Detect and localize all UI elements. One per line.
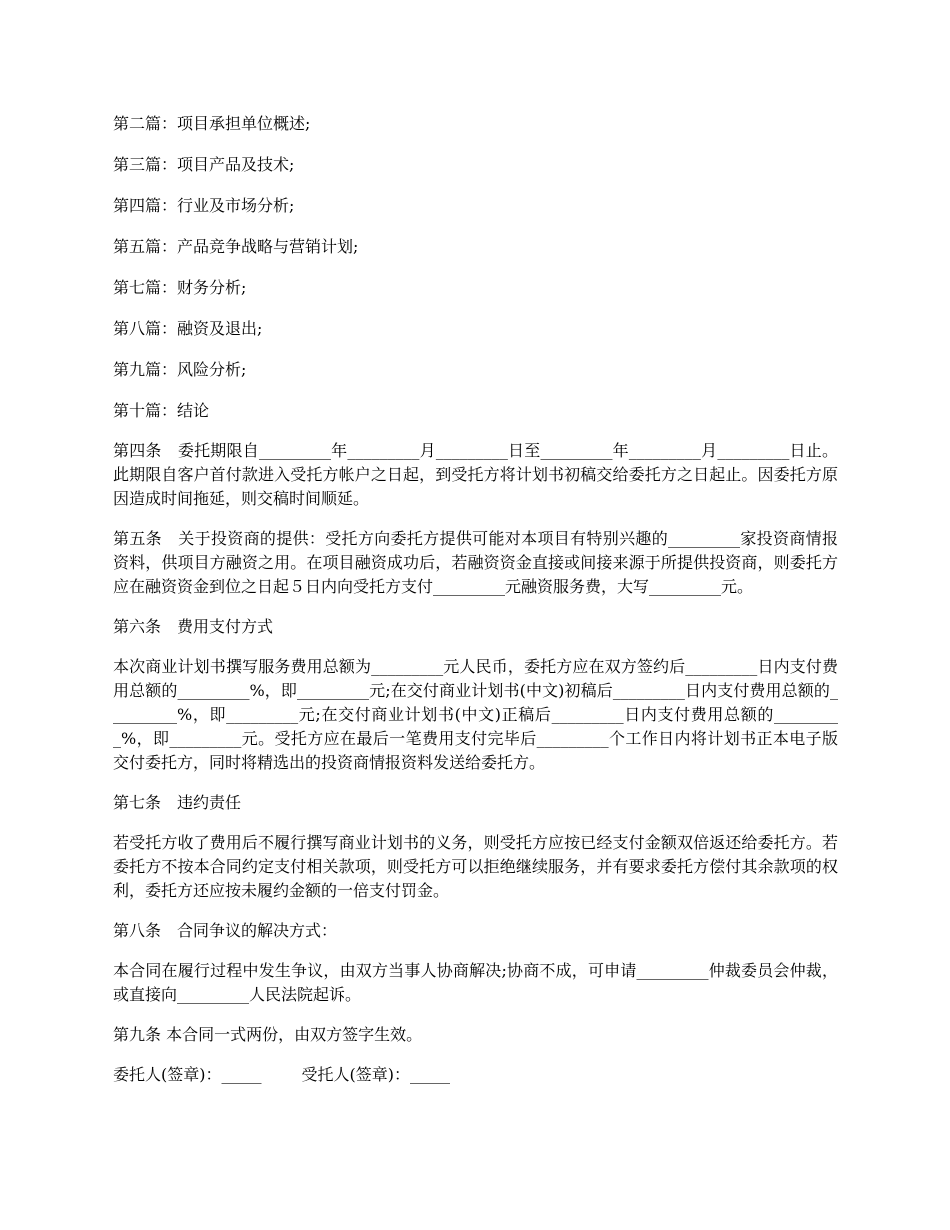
toc-item-part8: 第八篇：融资及退出;: [113, 319, 263, 338]
article-8-disputes: 本合同在履行过程中发生争议，由双方当事人协商解决;协商不成，可申请_________仲裁委员会仲裁，或直接向_________人民法院起诉。: [113, 961, 838, 1004]
article-8-heading: 第八条 合同争议的解决方式：: [113, 921, 338, 940]
toc-item-part5: 第五篇：产品竞争战略与营销计划;: [113, 237, 359, 256]
article-6-payment: 本次商业计划书撰写服务费用总额为_________元人民币，委托方应在双方签约后_________日内支付费用总额的_________%，即_________元;在交付商业计划书(中文)初稿后_________日内支付费用总额的_________%，即_________元;在交付商业计划书(中文)正稿后_________日内支付费用总额的_________%，即_________元。受托方应在最后一笔费用支付完毕后_________个工作日内将计划书正本电子版交付委托方，同时将精选出的投资商情报资料发送给委托方。: [113, 657, 838, 772]
toc-item-part9: 第九篇：风险分析;: [113, 360, 247, 379]
toc-item-part3: 第三篇：项目产品及技术;: [113, 155, 295, 174]
toc-item-part10: 第十篇：结论: [113, 401, 210, 420]
agent-signature: 受托人(签章)：_____: [301, 1065, 450, 1084]
signature-row: [113, 1063, 838, 1087]
contract-page: [113, 112, 838, 1087]
article-7-breach: 若受托方收了费用后不履行撰写商业计划书的义务，则受托方应按已经支付金额双倍返还给委托方。若委托方不按本合同约定支付相关款项，则受托方可以拒绝继续服务，并有要求委托方偿付其余款项的权利，委托方还应按未履约金额的一倍支付罚金。: [113, 833, 838, 900]
article-9-effect: 第九条 本合同一式两份，由双方签字生效。: [113, 1025, 423, 1044]
toc-item-part2: 第二篇：项目承担单位概述;: [113, 114, 311, 133]
article-4-term: 第四条 委托期限自_________年_________月_________日至_________年_________月_________日止。此期限自客户首付款进入受托方帐户之日起，到受托方将计划书初稿交给委托方之日起止。因委托方原因造成时间拖延，则交稿时间顺延。: [113, 441, 838, 508]
article-7-heading: 第七条 违约责任: [113, 793, 242, 812]
toc-item-part4: 第四篇：行业及市场分析;: [113, 196, 295, 215]
principal-signature: 委托人(签章)：_____: [113, 1065, 262, 1084]
toc-item-part7: 第七篇：财务分析;: [113, 278, 247, 297]
article-6-heading: 第六条 费用支付方式: [113, 617, 274, 636]
article-5-investors: 第五条 关于投资商的提供：受托方向委托方提供可能对本项目有特别兴趣的_________家投资商情报资料，供项目方融资之用。在项目融资成功后，若融资资金直接或间接来源于所提供投资商，则委托方应在融资资金到位之日起５日内向受托方支付_________元融资服务费，大写_________元。: [113, 529, 838, 596]
